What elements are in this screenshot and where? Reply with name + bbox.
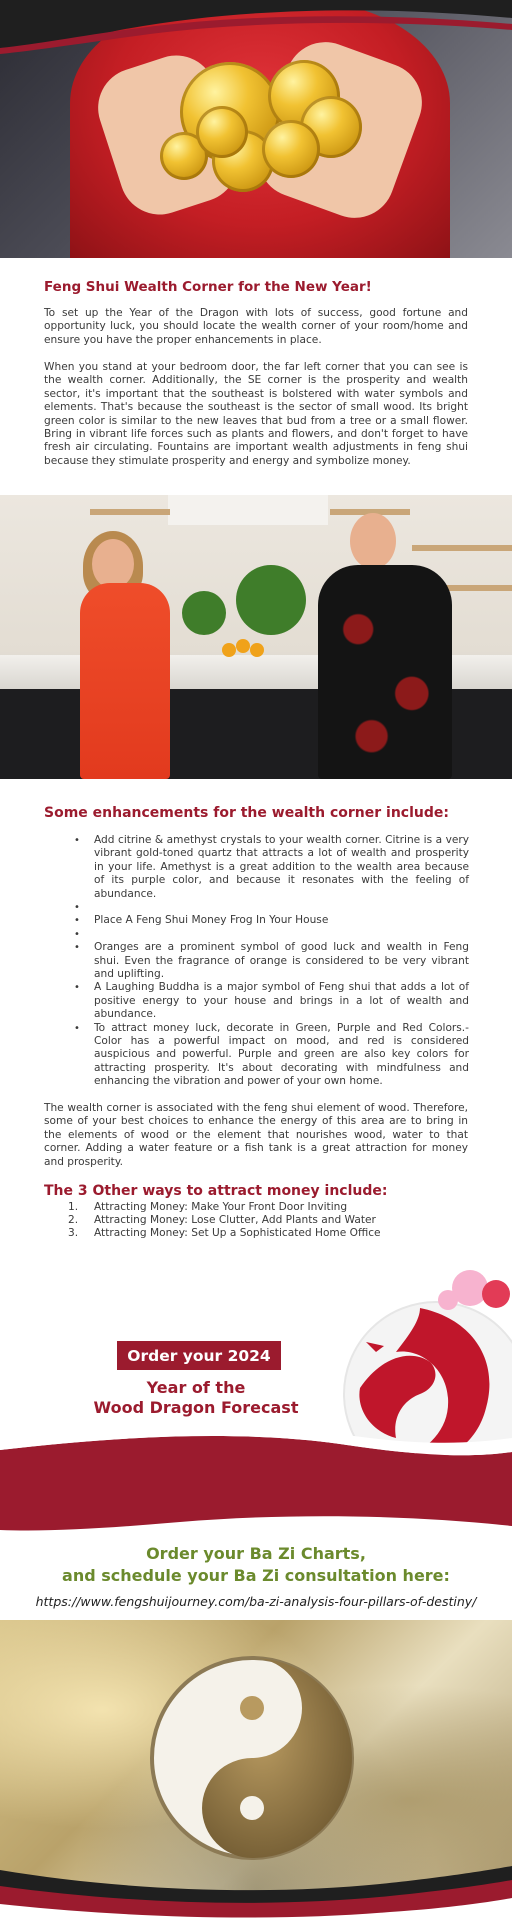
list-item xyxy=(68,1201,381,1214)
man-in-dragon-jacket xyxy=(318,565,452,779)
range-hood xyxy=(168,495,328,525)
list-item: • Add citrine & amethyst crystals to your wealth corner. Citrine is a very vibrant gold-toned quartz that attracts a lot of wealth and prosperity in your life. Amethyst is a great addition to the wealth area because of its purple color, and because it resonates with the feeling of abundance. xyxy=(74,834,469,901)
kitchen-photo xyxy=(0,495,512,779)
plant xyxy=(236,565,306,635)
list-item: • To attract money luck, decorate in Green, Purple and Red Colors.- Color has a powerful impact on mood, and red is considered auspicious and powerful. Purple and green are also key colors for attracting prosperity. It's about decorating with mindfulness and enhancing the vibration and power of your own home. xyxy=(74,1022,469,1089)
intro-paragraph: To set up the Year of the Dragon with lots of success, good fortune and opportunity luck, you should locate the wealth corner of your room/home and ensure you have the proper enhancements in place. xyxy=(44,307,468,346)
gold-coin xyxy=(196,106,248,158)
list-item xyxy=(68,1214,381,1227)
list-item: • A Laughing Buddha is a major symbol of Feng shui that adds a lot of positive energy to your house and brings in a lot of wealth and abundance. xyxy=(74,981,469,1021)
list-item-empty xyxy=(74,928,469,941)
shelf xyxy=(90,509,170,515)
body-paragraph: When you stand at your bedroom door, the far left corner that you can see is the wealth corner. Additionally, the SE corner is the prosperity and wealth sector, it's important that the southeast is bolstered with water symbols and elements. That's because the southeast is the sector of small wood. Its bright green color is similar to the new leaves that bud from a tree or a small flower. Bring in vibrant life forces such as plants and flowers, and don't forget to have fresh air circulating. Fountains are important wealth adjustments in feng shui because they stimulate prosperity and energy and symbolize money. xyxy=(44,361,468,467)
order-2024-badge[interactable]: Order your 2024 xyxy=(117,1341,281,1370)
cta-line-2: and schedule your Ba Zi consultation here: xyxy=(62,1566,450,1585)
enhancements-list xyxy=(74,834,469,1089)
list-item-empty xyxy=(74,901,469,914)
red-wave-band xyxy=(0,1400,512,1560)
cta-line-1: Order your Ba Zi Charts, xyxy=(146,1544,366,1563)
item-number: 3. xyxy=(68,1227,79,1240)
shelf xyxy=(412,545,512,551)
item-text: Attracting Money: Make Your Front Door Inviting xyxy=(94,1201,348,1213)
orange xyxy=(236,639,250,653)
bazi-link[interactable]: https://www.fengshuijourney.com/ba-zi-analysis-four-pillars-of-destiny/ xyxy=(35,1594,477,1609)
enhancements-heading: Some enhancements for the wealth corner include: xyxy=(44,805,449,821)
hero-gold-coins-photo xyxy=(0,0,512,258)
list-item xyxy=(68,1227,381,1240)
orange xyxy=(250,643,264,657)
item-text: Attracting Money: Set Up a Sophisticated Home Office xyxy=(94,1227,381,1240)
article-heading: Feng Shui Wealth Corner for the New Year! xyxy=(44,279,372,295)
list-item: • Place A Feng Shui Money Frog In Your House xyxy=(74,914,469,927)
list-item: • Oranges are a prominent symbol of good luck and wealth in Feng shui. Even the fragrance of orange is considered to be very vibrant and uplifting. xyxy=(74,941,469,981)
closing-paragraph: The wealth corner is associated with the feng shui element of wood. Therefore, some of your best choices to enhance the energy of this area are to bring in the elements of wood or the element that nourishes wood, water to that corner. Adding a water feature or a fish tank is a great attraction for money and prosperity. xyxy=(44,1102,468,1168)
promo-line-2: Wood Dragon Forecast xyxy=(93,1398,299,1417)
woman-head xyxy=(92,539,134,589)
bottom-wave-band xyxy=(0,1830,512,1920)
man-head xyxy=(350,513,396,569)
orange xyxy=(222,643,236,657)
item-text: Attracting Money: Lose Clutter, Add Plants and Water xyxy=(94,1214,376,1227)
item-number: 1. xyxy=(68,1201,79,1213)
other-ways-heading: The 3 Other ways to attract money include: xyxy=(44,1183,388,1199)
plant xyxy=(182,591,226,635)
woman-in-red-dress xyxy=(80,583,170,779)
gold-coin xyxy=(262,120,320,178)
item-number: 2. xyxy=(68,1214,79,1227)
other-ways-list xyxy=(68,1201,381,1241)
promo-line-1: Year of the xyxy=(146,1378,246,1397)
top-swoosh xyxy=(0,0,512,60)
